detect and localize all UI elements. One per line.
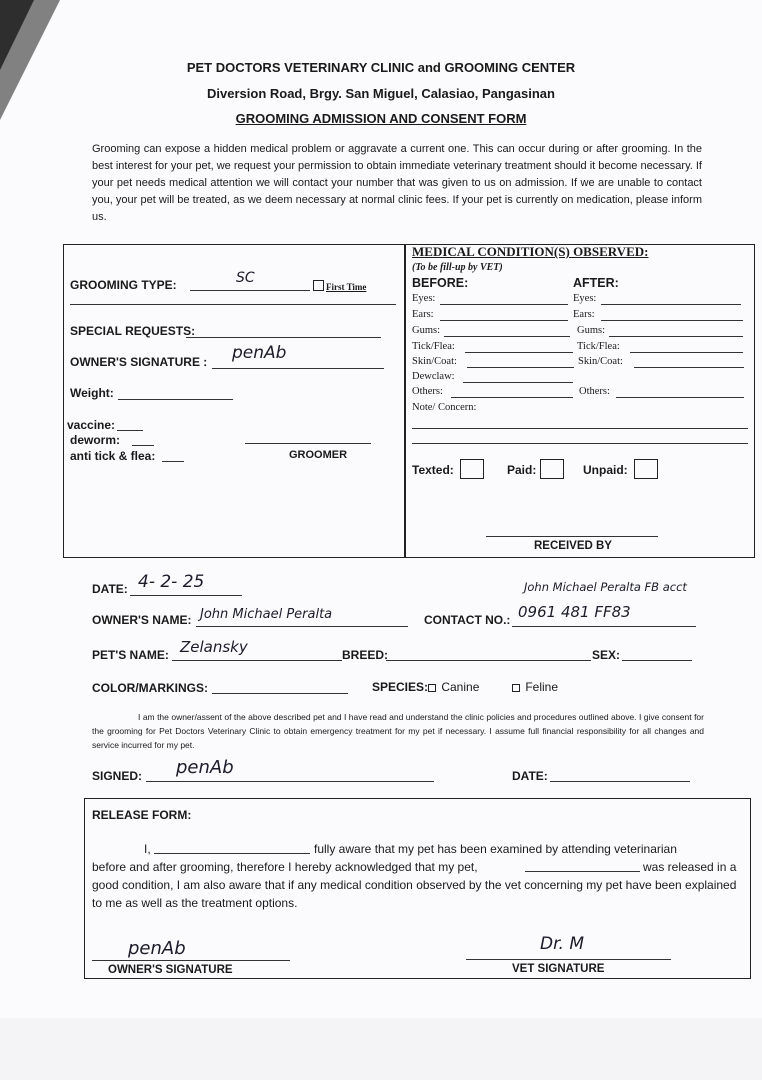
canine-label: Canine (441, 680, 480, 694)
note-concern-label: Note/ Concern: (412, 402, 477, 413)
received-by-line (486, 536, 658, 537)
box-divider (404, 244, 406, 558)
note-line-1 (412, 428, 748, 429)
owner-signature-line (212, 368, 384, 369)
special-requests-line (186, 337, 381, 338)
date-label: DATE: (92, 582, 128, 596)
first-time-label: First Time (326, 282, 367, 292)
canine-option[interactable] (428, 680, 479, 694)
sex-label: SEX: (592, 648, 621, 662)
received-by-label: RECEIVED BY (534, 540, 612, 552)
contact-label: CONTACT NO.: (424, 613, 511, 627)
before-skin-line (467, 367, 574, 368)
weight-line (118, 399, 233, 400)
after-ears-label: Ears: (573, 309, 595, 320)
deworm-line (132, 445, 154, 446)
before-eyes-line (440, 304, 568, 305)
vaccine-line (117, 430, 143, 431)
pet-name-label: PET'S NAME: (92, 648, 169, 662)
consent-date-line (550, 781, 690, 782)
deworm-label: deworm: (70, 433, 121, 447)
release-line2-end: was released in a (643, 860, 737, 874)
after-gums-line (609, 336, 743, 337)
before-eyes-label: Eyes: (412, 293, 436, 304)
color-markings-label: COLOR/MARKINGS: (92, 681, 208, 695)
after-gums-label: Gums: (577, 325, 606, 336)
clinic-name: PET DOCTORS VETERINARY CLINIC and GROOMING CENTER (186, 60, 576, 75)
medical-title: MEDICAL CONDITION(S) OBSERVED: (412, 244, 649, 259)
signed-label: SIGNED: (92, 769, 143, 783)
after-tick-label: Tick/Flea: (577, 341, 620, 352)
signed-line (146, 781, 434, 782)
pet-name-line (172, 660, 342, 661)
release-owner-sig-label: OWNER'S SIGNATURE (108, 964, 233, 976)
feline-checkbox-icon (512, 684, 520, 692)
form-title: GROOMING ADMISSION AND CONSENT FORM (235, 111, 527, 126)
grooming-type-line (190, 290, 310, 291)
after-tick-line (630, 352, 743, 353)
before-ears-line (440, 320, 568, 321)
grooming-type-label: GROOMING TYPE: (70, 278, 177, 292)
owner-name-line (196, 626, 408, 627)
checkbox-icon (313, 280, 324, 291)
clinic-address: Diversion Road, Brgy. San Miguel, Calasiao, Pangasinan (207, 86, 555, 101)
paid-label: Paid: (507, 463, 537, 477)
before-dewclaw-label: Dewclaw: (412, 371, 455, 382)
release-vet-sig-line (466, 959, 671, 960)
release-owner-sig-line (92, 960, 290, 961)
special-requests-label: SPECIAL REQUESTS: (70, 324, 196, 338)
after-others-label: Others: (579, 386, 610, 397)
paid-checkbox[interactable] (540, 459, 564, 479)
release-line1: fully aware that my pet has been examined by attending veterinarian (314, 842, 677, 856)
contact-line (512, 626, 696, 627)
anti-tick-label: anti tick & flea: (70, 449, 156, 463)
owner-signature-label: OWNER'S SIGNATURE : (70, 355, 208, 369)
grooming-type-value: SC (236, 270, 255, 286)
pet-name-value: Zelansky (180, 638, 248, 656)
before-ears-label: Ears: (412, 309, 434, 320)
unpaid-checkbox[interactable] (634, 459, 658, 479)
before-gums-label: Gums: (412, 325, 441, 336)
grooming-extra-line (70, 304, 396, 305)
owner-name-value: John Michael Peralta (200, 607, 333, 622)
feline-label: Feline (525, 680, 559, 694)
weight-label: Weight: (70, 386, 114, 400)
texted-label: Texted: (412, 463, 454, 477)
intro-paragraph: Grooming can expose a hidden medical problem or aggravate a current one. This can occur during or after grooming. In the best interest for your pet, we request your permission to obtain immediate veterinary treatment should it become necessary. If your pet needs medical attention we will contact your number that was given to us on admission. If we are unable to contact you, your pet will be treated, as we deem necessary at normal clinic fees. If your pet is currently on medication, please inform us. (92, 143, 702, 223)
before-gums-line (444, 336, 570, 337)
after-ears-line (601, 320, 743, 321)
release-title: RELEASE FORM: (92, 808, 192, 822)
after-skin-label: Skin/Coat: (578, 356, 623, 367)
after-eyes-label: Eyes: (573, 293, 597, 304)
date-line (130, 595, 242, 596)
consent-text: I am the owner/assent of the above described pet and I have read and understand the clinic policies and procedures outlined above. I give consent for the grooming for Pet Doctors Veterinary Clinic to obtain emergency treatment for my pet if necessary. I assume full financial responsibility for all changes and service incurred for my pet. (92, 712, 704, 750)
release-vet-sig-label: VET SIGNATURE (512, 963, 605, 975)
before-label: BEFORE: (412, 276, 469, 290)
owner-name-label: OWNER'S NAME: (92, 613, 192, 627)
before-others-label: Others: (412, 386, 443, 397)
date-value: 4- 2- 25 (138, 572, 205, 592)
species-label: SPECIES: (372, 680, 429, 694)
breed-label: BREED: (342, 648, 389, 662)
before-dewclaw-line (463, 382, 573, 383)
release-vet-sig-value: Dr. M (540, 934, 584, 954)
release-i-label: I, (144, 842, 151, 856)
after-eyes-line (601, 304, 741, 305)
note-line-2 (412, 443, 748, 444)
unpaid-label: Unpaid: (583, 463, 628, 477)
sex-line (622, 660, 692, 661)
first-time-checkbox[interactable] (313, 280, 366, 292)
fb-account-note: John Michael Peralta FB acct (524, 580, 687, 594)
before-skin-label: Skin/Coat: (412, 356, 457, 367)
after-label: AFTER: (573, 276, 619, 290)
before-others-line (451, 397, 573, 398)
release-line3: good condition, I am also aware that if any medical condition observed by the vet concerning my pet have been explained to me as well as the treatment options. (92, 878, 737, 910)
color-markings-line (212, 693, 348, 694)
release-pet-line (525, 871, 640, 872)
groomer-label: GROOMER (289, 449, 348, 461)
medical-subtitle: (To be fill-up by VET) (412, 262, 503, 273)
release-line2: before and after grooming, therefore I hereby acknowledged that my pet, (92, 860, 478, 874)
anti-tick-line (162, 461, 184, 462)
feline-option[interactable] (512, 680, 558, 694)
signed-value: penAb (176, 757, 234, 778)
after-skin-line (634, 367, 744, 368)
groomer-line (245, 443, 371, 444)
consent-date-label: DATE: (512, 769, 548, 783)
owner-signature-value: penAb (232, 343, 287, 363)
canine-checkbox-icon (428, 684, 436, 692)
breed-line (386, 660, 591, 661)
texted-checkbox[interactable] (460, 459, 484, 479)
after-others-line (616, 397, 744, 398)
contact-value: 0961 481 FF83 (518, 603, 631, 621)
release-name-line (154, 853, 310, 854)
before-tick-label: Tick/Flea: (412, 341, 455, 352)
release-owner-sig-value: penAb (128, 938, 186, 959)
vaccine-label: vaccine: (67, 418, 116, 432)
before-tick-line (465, 352, 573, 353)
